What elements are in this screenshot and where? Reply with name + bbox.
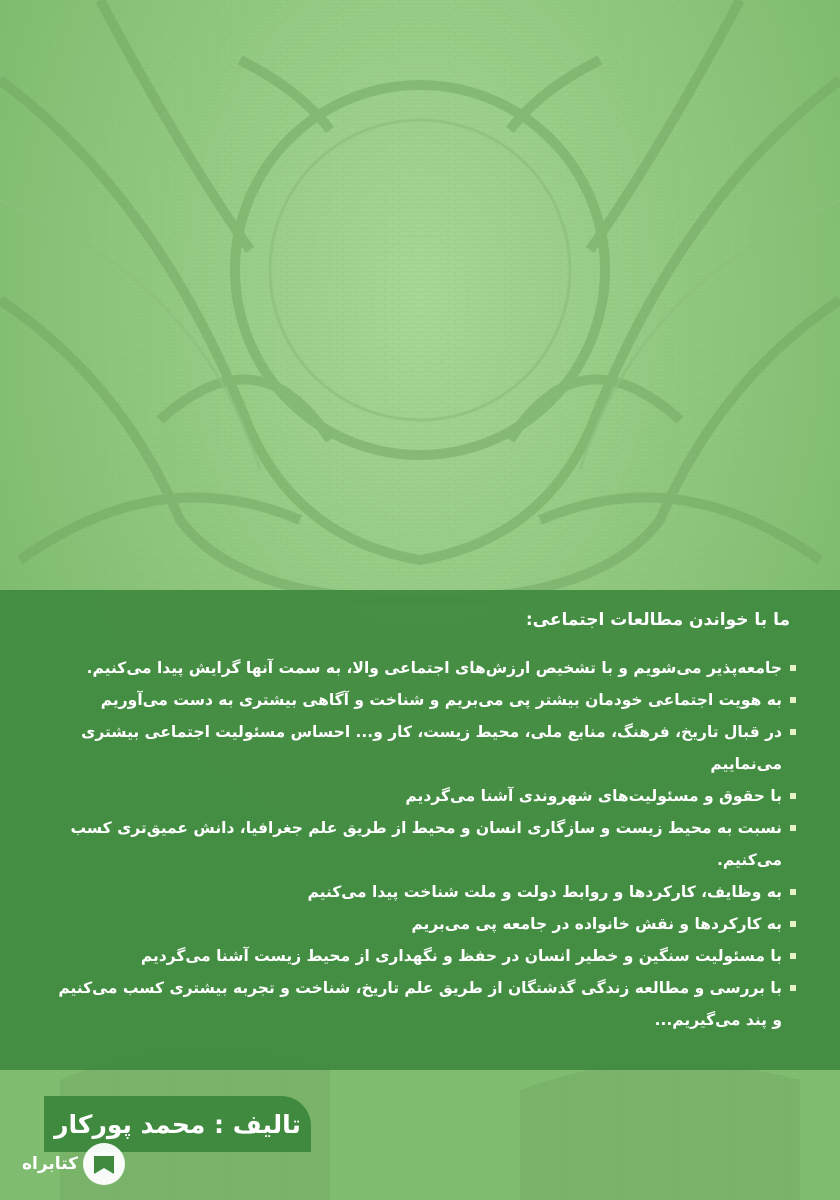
list-item-text: با حقوق و مسئولیت‌های شهروندی آشنا می‌گردیم [405, 787, 782, 805]
list-item [44, 716, 796, 780]
list-item [44, 652, 796, 684]
bullet-icon [790, 665, 796, 671]
info-panel [0, 590, 840, 1070]
publisher-name: کتابراه [21, 1154, 79, 1174]
bullet-icon [790, 729, 796, 735]
bullet-icon [790, 985, 796, 991]
list-item [44, 908, 796, 940]
book-mark-icon [82, 1142, 126, 1186]
list-item [44, 812, 796, 876]
author-credit: تالیف : محمد پورکار [54, 1109, 301, 1139]
list-item [44, 876, 796, 908]
bullet-icon [790, 889, 796, 895]
bullet-list [44, 652, 796, 1036]
list-item-text: با مسئولیت سنگین و خطیر انسان در حفظ و نگهداری از محیط زیست آشنا می‌گردیم [140, 947, 782, 965]
bullet-icon [790, 697, 796, 703]
list-item-text: جامعه‌پذیر می‌شویم و با تشخیص ارزش‌های اجتماعی والا، به سمت آنها گرایش پیدا می‌کنیم. [86, 659, 782, 677]
list-item-text: با بررسی و مطالعه زندگی گذشتگان از طریق علم تاریخ، شناخت و تجربه بیشتری کسب می‌کنیم و پند می‌گیریم... [58, 979, 782, 1029]
publisher-logo[interactable] [14, 1138, 134, 1190]
list-item [44, 940, 796, 972]
list-item [44, 684, 796, 716]
list-item-text: به وظایف، کارکردها و روابط دولت و ملت شناخت پیدا می‌کنیم [307, 883, 782, 901]
list-item-text: به کارکردها و نقش خانواده در جامعه پی می‌بریم [411, 915, 782, 933]
panel-heading: ما با خواندن مطالعات اجتماعی: [525, 610, 790, 630]
list-item [44, 780, 796, 812]
list-item-text: به هویت اجتماعی خودمان بیشتر پی می‌بریم و شناخت و آگاهی بیشتری به دست می‌آوریم [100, 691, 782, 709]
bullet-icon [790, 825, 796, 831]
list-item-text: نسبت به محیط زیست و سازگاری انسان و محیط از طریق علم جغرافیا، دانش عمیق‌تری کسب می‌کنیم. [70, 819, 782, 869]
bullet-icon [790, 793, 796, 799]
bullet-icon [790, 921, 796, 927]
list-item [44, 972, 796, 1036]
list-item-text: در قبال تاریخ، فرهنگ، منابع ملی، محیط زیست، کار و... احساس مسئولیت اجتماعی بیشتری می‌نماییم [81, 723, 782, 773]
bullet-icon [790, 953, 796, 959]
